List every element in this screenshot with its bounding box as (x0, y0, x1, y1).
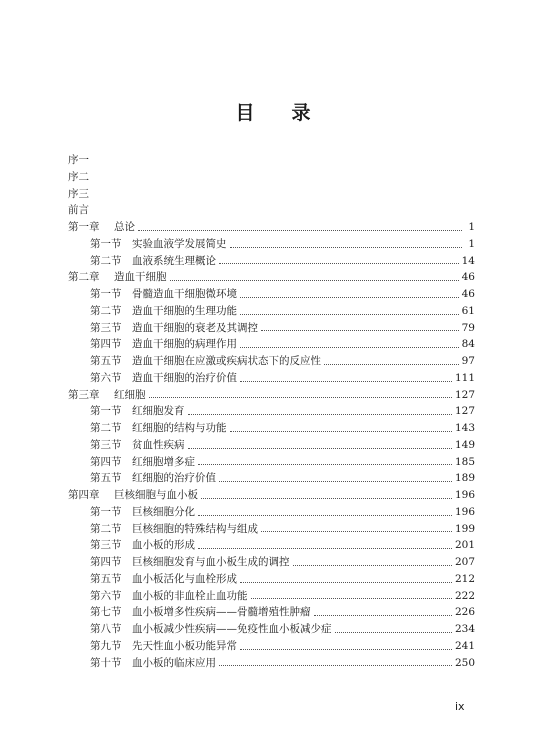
entry-label: 第一节 (90, 237, 122, 250)
entry-page-number: 207 (454, 556, 475, 568)
page-title (0, 98, 547, 125)
toc-chapter-entry[interactable] (68, 387, 475, 404)
title-char-1: 目 (235, 102, 256, 124)
toc-section-entry[interactable] (68, 655, 475, 672)
entry-title: 造血干细胞的生理功能 (132, 304, 237, 317)
dot-leader (198, 515, 452, 516)
toc-section-entry[interactable] (68, 537, 475, 554)
entry-title: 血小板的形成 (132, 539, 195, 552)
entry-label: 第一节 (90, 288, 122, 300)
front-matter-item[interactable] (68, 202, 475, 219)
dot-leader (261, 531, 452, 532)
entry-title: 红细胞发育 (132, 405, 185, 418)
entry-page-number: 196 (454, 489, 475, 501)
entry-title: 骨髓造血干细胞微环境 (132, 288, 237, 300)
entry-page-number: 196 (454, 505, 475, 518)
entry-label: 第三节 (90, 321, 122, 334)
front-matter-item[interactable] (68, 186, 475, 203)
toc-section-entry[interactable] (68, 521, 475, 538)
toc-section-entry[interactable] (68, 253, 475, 270)
entry-title: 造血干细胞在应激或疾病状态下的反应性 (132, 355, 321, 367)
entry-page-number: 234 (454, 623, 475, 635)
entry-label: 第八节 (90, 623, 122, 635)
dot-leader (240, 649, 452, 650)
entry-title: 红细胞 (114, 388, 146, 401)
entry-title: 血小板的非血栓止血功能 (132, 589, 248, 602)
entry-page-number: 241 (454, 639, 475, 652)
entry-label: 第六节 (90, 589, 122, 602)
entry-page-number: 149 (454, 438, 475, 451)
front-matter-label: 序一 (68, 154, 89, 166)
entry-title: 红细胞增多症 (132, 455, 195, 468)
entry-page-number: 199 (454, 522, 475, 535)
entry-page-number: 222 (454, 589, 475, 602)
dot-leader (324, 364, 459, 365)
entry-title: 血小板增多性疾病——骨髓增殖性肿瘤 (132, 606, 311, 619)
dot-leader (198, 464, 452, 465)
toc-section-entry[interactable] (68, 420, 475, 437)
entry-label: 第十节 (90, 656, 122, 669)
entry-title: 实验血液学发展简史 (132, 237, 227, 250)
entry-title: 先天性血小板功能异常 (132, 639, 237, 652)
entry-title: 造血干细胞的病理作用 (132, 338, 237, 351)
entry-page-number: 185 (454, 455, 475, 468)
entry-page-number: 84 (461, 338, 475, 351)
front-matter-label: 序二 (68, 170, 89, 183)
toc-section-entry[interactable] (68, 504, 475, 521)
toc-section-entry[interactable] (68, 588, 475, 605)
entry-label: 第二节 (90, 254, 122, 267)
toc-chapter-entry[interactable] (68, 219, 475, 236)
toc-section-entry[interactable] (68, 571, 475, 588)
entry-title: 红细胞的结构与功能 (132, 422, 227, 434)
dot-leader (138, 230, 462, 231)
title-char-2: 录 (291, 102, 312, 124)
entry-page-number: 127 (454, 405, 475, 418)
dot-leader (201, 498, 452, 499)
entry-page-number: 79 (461, 321, 475, 334)
entry-label: 第五节 (90, 472, 122, 485)
toc-section-entry[interactable] (68, 336, 475, 353)
entry-title: 造血干细胞 (114, 271, 167, 284)
entry-title: 巨核细胞分化 (132, 505, 195, 518)
entry-label: 第四节 (90, 338, 122, 351)
toc-section-entry[interactable] (68, 437, 475, 454)
front-matter-label: 序三 (68, 187, 89, 200)
entry-label: 第五节 (90, 355, 122, 367)
dot-leader (219, 665, 452, 666)
toc-section-entry[interactable] (68, 370, 475, 387)
dot-leader (240, 582, 452, 583)
dot-leader (188, 448, 452, 449)
entry-page-number: 1 (468, 237, 475, 250)
entry-page-number: 46 (461, 271, 475, 284)
dot-leader (261, 330, 459, 331)
dot-leader (198, 548, 452, 549)
entry-title: 血小板的临床应用 (132, 656, 216, 669)
toc-section-entry[interactable] (68, 236, 475, 253)
toc-section-entry[interactable] (68, 470, 475, 487)
entry-title: 巨核细胞发育与血小板生成的调控 (132, 556, 290, 568)
dot-leader (251, 598, 452, 599)
entry-page-number: 46 (461, 288, 475, 300)
entry-title: 血小板活化与血栓形成 (132, 572, 237, 585)
dot-leader (314, 615, 452, 616)
toc-section-entry[interactable] (68, 621, 475, 638)
dot-leader (240, 314, 459, 315)
entry-page-number: 189 (454, 472, 475, 485)
entry-title: 贫血性疾病 (132, 438, 185, 451)
entry-page-number: 212 (454, 572, 475, 585)
dot-leader (293, 565, 452, 566)
entry-page-number: 111 (454, 371, 475, 384)
entry-page-number: 226 (454, 606, 475, 619)
entry-label: 第二节 (90, 304, 122, 317)
entry-title: 巨核细胞的特殊结构与组成 (132, 522, 258, 535)
toc-chapter-entry[interactable] (68, 487, 475, 504)
dot-leader (240, 381, 452, 382)
entry-page-number: 97 (461, 355, 475, 367)
entry-label: 第四章 (68, 489, 100, 501)
entry-title: 血小板减少性疾病——免疫性血小板减少症 (132, 623, 332, 635)
entry-page-number: 250 (454, 656, 475, 669)
entry-title: 血液系统生理概论 (132, 254, 216, 267)
toc-section-entry[interactable] (68, 286, 475, 303)
entry-title: 红细胞的治疗价值 (132, 472, 216, 485)
dot-leader (219, 481, 452, 482)
toc-chapter-entry[interactable] (68, 269, 475, 286)
entry-title: 总论 (114, 221, 135, 233)
entry-page-number: 61 (461, 304, 475, 317)
dot-leader (335, 632, 452, 633)
toc-section-entry[interactable] (68, 604, 475, 621)
dot-leader (170, 280, 459, 281)
toc-section-entry[interactable] (68, 638, 475, 655)
toc-section-entry[interactable] (68, 403, 475, 420)
dot-leader (149, 397, 452, 398)
dot-leader (219, 263, 459, 264)
dot-leader (230, 431, 452, 432)
entry-label: 第三章 (68, 388, 100, 401)
entry-label: 第七节 (90, 606, 122, 619)
toc-section-entry[interactable] (68, 353, 475, 370)
entry-label: 第二节 (90, 422, 122, 434)
front-matter-item[interactable] (68, 169, 475, 186)
entry-label: 第一节 (90, 505, 122, 518)
entry-label: 第四节 (90, 455, 122, 468)
entry-label: 第五节 (90, 572, 122, 585)
entry-page-number: 201 (454, 539, 475, 552)
entry-page-number: 143 (454, 422, 475, 434)
toc-section-entry[interactable] (68, 303, 475, 320)
front-matter-label: 前言 (68, 204, 89, 217)
entry-title: 造血干细胞的治疗价值 (132, 371, 237, 384)
dot-leader (240, 347, 459, 348)
entry-label: 第一节 (90, 405, 122, 418)
entry-label: 第一章 (68, 221, 100, 233)
entry-page-number: 14 (461, 254, 475, 267)
entry-label: 第四节 (90, 556, 122, 568)
entry-title: 造血干细胞的衰老及其调控 (132, 321, 258, 334)
toc-section-entry[interactable] (68, 554, 475, 571)
entry-label: 第二节 (90, 522, 122, 535)
entry-page-number: 1 (468, 221, 475, 233)
entry-label: 第六节 (90, 371, 122, 384)
entry-label: 第三节 (90, 539, 122, 552)
toc-section-entry[interactable] (68, 454, 475, 471)
front-matter-item[interactable] (68, 152, 475, 169)
entry-page-number: 127 (454, 388, 475, 401)
entry-label: 第二章 (68, 271, 100, 284)
table-of-contents (68, 152, 475, 671)
toc-section-entry[interactable] (68, 320, 475, 337)
dot-leader (230, 247, 463, 248)
entry-label: 第九节 (90, 639, 122, 652)
dot-leader (188, 414, 452, 415)
page-number: ix (455, 700, 465, 713)
entry-title: 巨核细胞与血小板 (114, 489, 198, 501)
entry-label: 第三节 (90, 438, 122, 451)
dot-leader (240, 297, 459, 298)
